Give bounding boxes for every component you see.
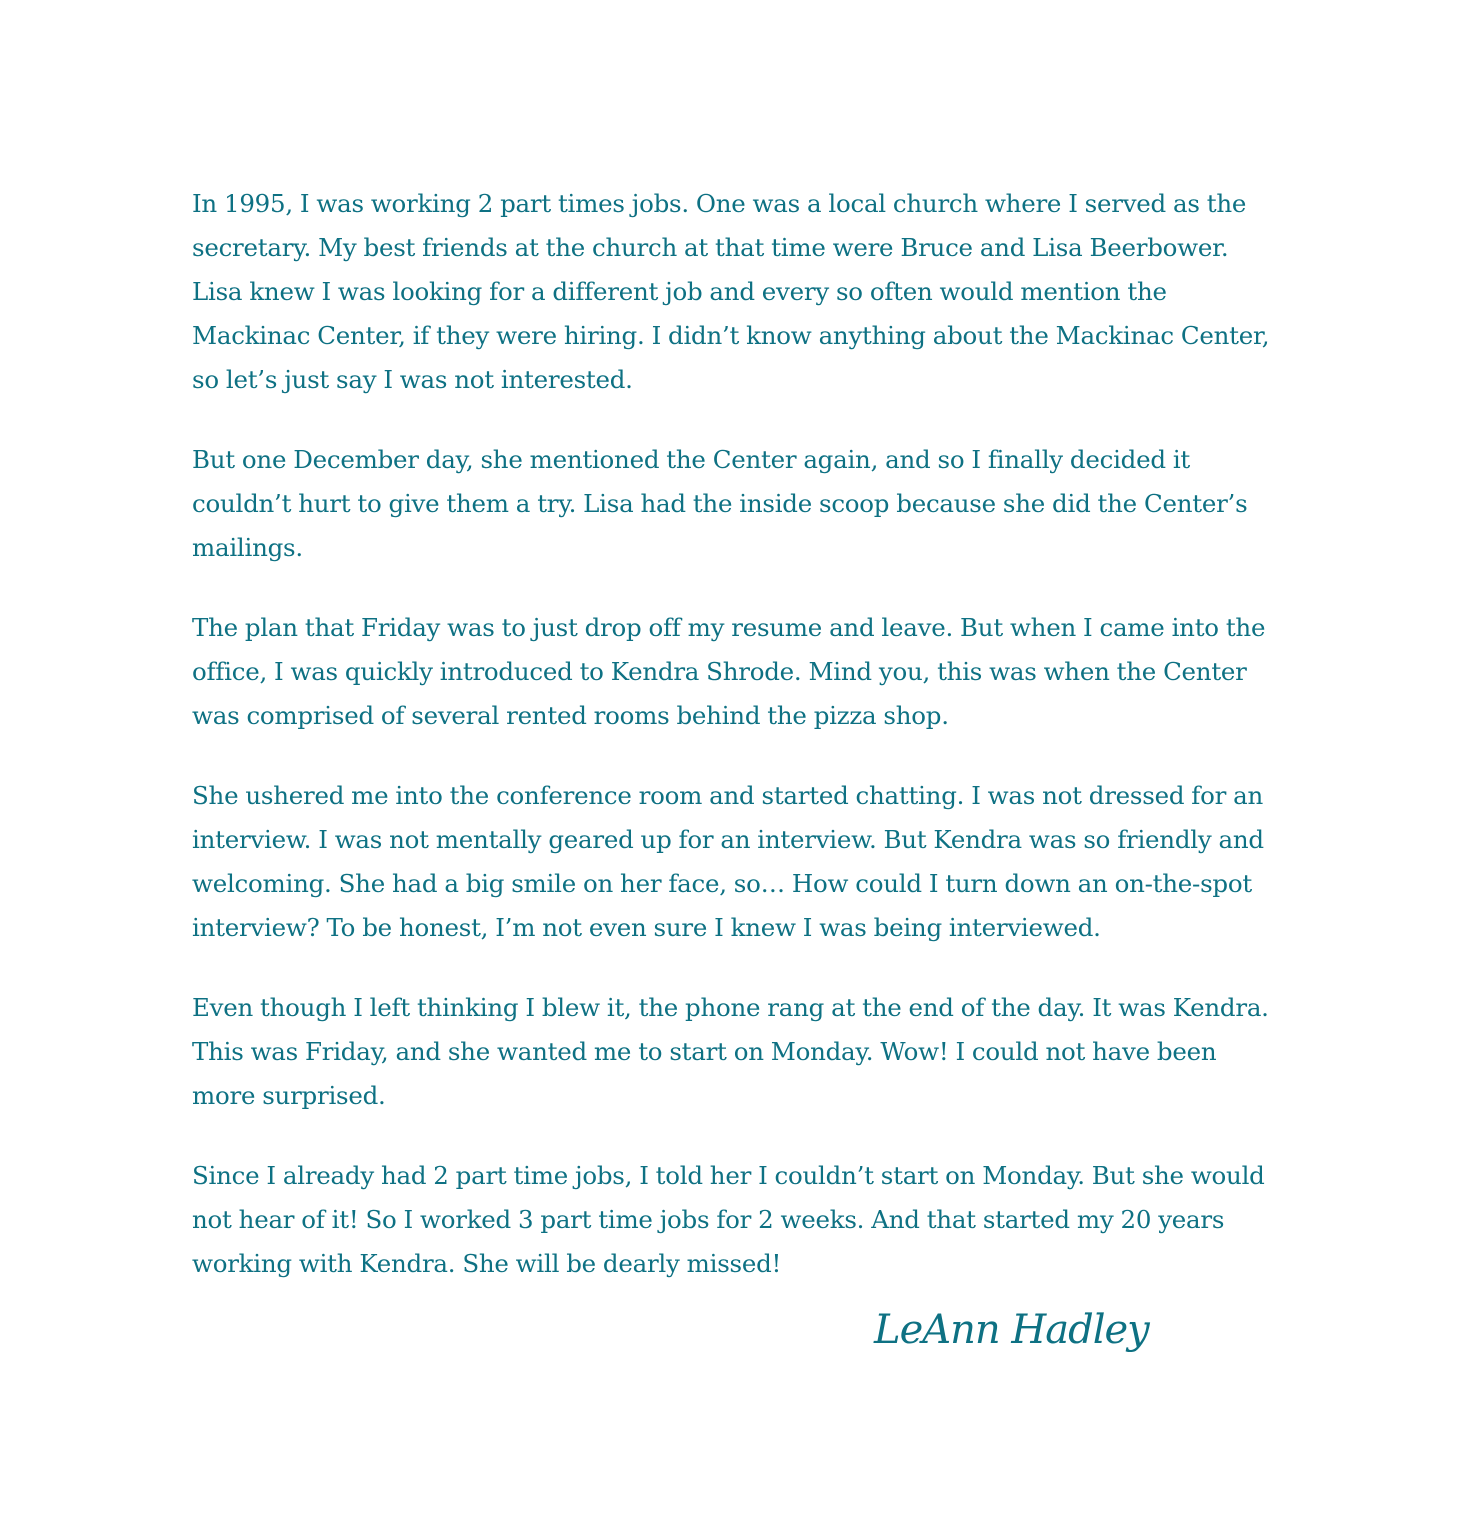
paragraph-6: Since I already had 2 part time jobs, I told her I couldn’t start on Monday. But she would not hear of it! So I worked 3 part time jobs for 2 weeks. And that started my 20 years working with Kendra. She will be dearly missed! [192,1161,1265,1278]
paragraph-2: But one December day, she mentioned the Center again, and so I finally decided it couldn’t hurt to give them a try. Lisa had the inside scoop because she did the Center’s mailings. [192,445,1248,562]
paragraph-1: In 1995, I was working 2 part times jobs. One was a local church where I served as the secretary. My best friends at the church at that time were Bruce and Lisa Beerbower. Lisa knew I was looking for a different job and every so often would mention the Mackinac Center, if they were hiring. I didn’t know anything about the Mackinac Center, so let’s just say I was not interested. [192,189,1270,394]
paragraph-4: She ushered me into the conference room and started chatting. I was not dressed for an interview. I was not mentally geared up for an interview. But Kendra was so friendly and welcoming. She had a big smile on her face, so… How could I turn down an on-the-spot interview? To be honest, I’m not even sure I knew I was being interviewed. [192,781,1264,942]
signature: LeAnn Hadley [874,1307,1149,1353]
paragraph-3: The plan that Friday was to just drop off my resume and leave. But when I came into the office, I was quickly introduced to Kendra Shrode. Mind you, this was when the Center was comprised of several rented rooms behind the pizza shop. [192,613,1266,730]
paragraph-5: Even though I left thinking I blew it, the phone rang at the end of the day. It was Kendra. This was Friday, and she wanted me to start on Monday. Wow! I could not have been more surprised. [192,993,1269,1110]
letter-body [192,182,1274,1322]
